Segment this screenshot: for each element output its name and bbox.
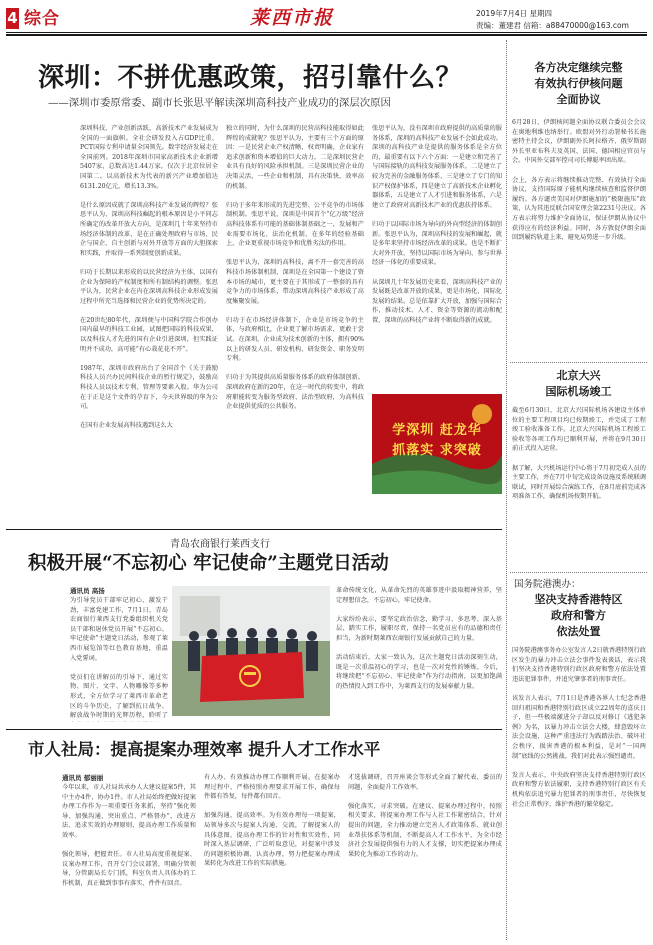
sidebar-a1-headline-1: 各方决定继续完整 bbox=[534, 61, 623, 74]
party-photo bbox=[172, 586, 330, 716]
party-column-1: 为引导党员干部牢记初心、激发干劲，丰富党建工作，7月1日，青岛农商银行莱西支行党委组织机关党员干部和退休党员开展“不忘初心、牢记使命”主题党日活动，参观了莱西市展览馆等红色教育基地，重温入党誓词。 党员们在讲解员的引导下，通过实物、图片、文字、人物雕像等多种形式，全方位学习了莱西市革命老区的斗争历史，了解到抗日战争、解放战争时期的光辉历程，聆听了 bbox=[70, 597, 168, 720]
party-column-3: 革命传统文化，从革命先烈的英雄事迹中汲取精神营养，坚定理想信念，不忘初心，牢记使命。 大家纷纷表示，要坚定政治信念，勤学习、多思考、深入基层、踏实工作，履职尽责，保持一名党员应有的品德和责任担当，为新时期莱西农商银行发展贡献自己的力量。 活动结束后，大家一致认为，这次主题党日活动深刻生动，既是一次重温初心的学习，也是一次对党性的锤炼。今后，将继续把“不忘初心、牢记使命”作为行动指南，以更加饱满的热情投入到工作中，为莱西支行的发展奉献力量。 bbox=[336, 587, 502, 690]
lead-column-1: 深圳科技、产业创新活跃，高新技术产业发展成为全国的一面旗帜。全社会研发投入占GDP比重、PCT国际专利申请量全国领先。数字经济发展走在全国前列。2018年深圳市国家高新技术企业新增5407家，总数高达1.44万家，仅次于北京位居全国第二。以高新技术为代表的新兴产业增加值达6131.20亿元，增长13.3%。 是什么原因成就了深圳高科技产业发展的辉煌？张思平认为，深圳高科技崛起的根本原因是小平同志所确定的改革开放大方向，是深圳几十年来坚持市场经济体制的改革，是在正确处理政府与市场、民企与国企、自主创新与对外开放等方面的大胆探索和实践，并取得一系列制度创新成果。 归功于长期以来形成的以民营经济为主体，以国有企业为保障的产权制度和所有制结构的调整。张思平认为，民营企业在内在深圳高科技企业形成发展过程中所充当选择和民营企业的优势所决定的。 在20世纪80年代，深圳便与中国科学院合作创办国内最早的科技工业园，试图把国际的科技成果，以及科技人才先进的国有企业引进深圳，但实践证明并不成功，高可能“有心栽花花不开”。 1987年，深圳市政府出台了全国首个《关于鼓励科技人员兴办民间科技企业的暂行规定》，鼓励高科技人员以技术专利、管理等要素入股。华为公司在于正是这个文件的孕育下，今天世界级的华为公司。 在国有企业发展高科技遇到这么大 bbox=[80, 125, 218, 430]
date-line: 2019年7月4日 星期四 bbox=[476, 9, 553, 18]
social-byline: 通讯员 郁丽丽 bbox=[62, 774, 104, 782]
sidebar-a3-headline-1: 坚决支持香港特区 bbox=[534, 593, 623, 606]
party-byline: 通讯员 高扬 bbox=[70, 587, 105, 595]
party-photo-drawing bbox=[172, 586, 330, 716]
sidebar-a3-headline-3: 依法处置 bbox=[556, 625, 601, 638]
party-bottom-rule bbox=[6, 729, 502, 730]
sidebar-a1-headline-2: 有效执行伊核问题 bbox=[534, 77, 623, 90]
masthead-rule-thick bbox=[6, 34, 647, 36]
lead-column-3: 张思平认为，没有深圳市政府提供的高质量的服务体系，深圳的高科技产业发展不会如此成功。深圳的高科技产业是提供的服务体系是全方位的，最重要有以下六个方面：一是建立和完善了与国际接轨的高科技发展服务体系，二是建立了较为完善的金融服务体系，三是建立了专门的知识产权保护体系，四是建立了高新技术企业孵化器体系，五是建立了人才引进和服务体系，六是建立了政府对高新技术产业的优惠扶持体系。 归功于以国际市场为导向的外向型经济的体制创新。张思平认为，深圳高科技的发展和崛起，就是多年来坚持市场经济改革的成果。也是不断扩大对外开放、坚持以国际市场为导向、参与世界经济一体化的重要成果。 从深圳几十年发展历史来看，深圳高科技产业的发展既是改革开放的成果，更是市场化、国际化发展的结果。总是依靠扩大开放，加强与国际合作，推动技术、人才、资金等资源的流动和配置，深圳的高科技产业将不断取得新的成就。 bbox=[372, 125, 502, 324]
lead-subheadline: ——深圳市委原常委、副市长张思平解读深圳高科技产业成功的深层次原因 bbox=[48, 97, 391, 109]
sidebar-a2-headline-1: 北京大兴 bbox=[556, 369, 601, 382]
sidebar-a2-headline-2: 国际机场竣工 bbox=[545, 385, 612, 398]
lead-bottom-rule bbox=[6, 529, 502, 530]
editors-line: 责编：董建君 信箱：a88470000@163.com bbox=[476, 21, 629, 30]
slogan-line-1: 学深圳 赶龙华 bbox=[392, 423, 482, 438]
lead-headline: 深圳：不拼优惠政策，招引靠什么？ bbox=[38, 63, 463, 93]
sidebar-rule-2 bbox=[510, 572, 647, 573]
sidebar-a3-kicker: 国务院港澳办： bbox=[514, 579, 581, 590]
social-column-3: 才选拔调研，召开座谈会等形式全面了解代表、委员的问题，全面提升工作效率。 强化落实，寻求突破。在建议、提案办理过程中，按照相关要求，将提案办理工作与人社工作紧密结合，针对提出的问题，全力推动建立完善人才政策体系、就业创业帮扶体系等机制，不断提高人才工作水平，为全市经济社会发展提供强有力的人才支撑，切实把提案办理成果转化为推动工作的动力。 bbox=[348, 774, 502, 858]
section-name: 综合 bbox=[24, 9, 60, 29]
slogan-graphic bbox=[372, 394, 502, 494]
party-kicker: 青岛农商银行莱西支行 bbox=[170, 539, 270, 550]
social-column-1: 今年以来，市人社局共承办人大建议提案5件，其中主办4件，协办1件。市人社局始终把做好提案办理工作作为一项重要任务来抓，坚持“强化领导、加强沟通、突出重点、严格督办”，改进方法、追求实效的办理原则，提高办理工作质量和效率。 强化领导，把握责任。市人社局高度重视提案、议案办理工作，召开专门会议部署，明确分管领导，分管副局长专门抓，科室负责人具体办的工作机制，真正做到事事有落实、件件有回音。 bbox=[62, 784, 196, 887]
sidebar-rule-1 bbox=[510, 362, 647, 363]
lead-column-2: 独立的同时，为什么深圳的民营高科技能取得如此辉煌的成就呢？张思平认为，主要有三个方面的原因：一是民营企业产权清晰，权责明确，企业家有追求创新和资本增值的巨大动力。二是深圳民营企业具有良好的风险承担机制。三是深圳民营企业的决策灵活，一些企业和机制，具有决策快、效率高的机制。 归功于多年来形成的先进完整、公平竞争的市场体制机制。张思平说，深圳是中国首个“亿万级”经济高科技体系有可能的基础体制基础之一，发展和产业需要市场化、法治化机制，在多年的经验基础上，企业更重视市场竞争和优胜劣汰的作用。 张思平认为，深圳的高科技，离不开一套完善的高科技市场体制机制，深圳是在全国第一个建设了资本市场的城市，更主要在于其形成了一整套的具有竞争力的市场体系，带动深圳高科技产业形成了高度集聚发展。 归功于在市场经济体制下，企业是市场竞争的主体，与政府相比，企业更了解市场需求，更敢于尝试。在深圳，企业成为技术创新的主体，拥有90%以上的研发人员、研发机构、研发资金、职务发明专利。 归功于为其提供高质量服务体系的政府体制创新。深圳政府在新的20年，在这一时代的转变中，将政府职能转变为服务型政府、法治型政府，为高科技企业提供优质的公共服务。 bbox=[226, 125, 364, 411]
sidebar-a1-headline-3: 全面协议 bbox=[556, 93, 601, 106]
sidebar-a3-headline-2: 政府和警方 bbox=[551, 609, 606, 622]
social-column-2: 有人办、有效推动办理工作顺利开展。在提案办理过程中，严格按照办理要求开展工作，确保每件都有答复，每件都有回音。 加强沟通，提高效率。为有效办理每一项提案，局领导多次与提案人沟通、交流，了解提案人的具体意图，提高办理工作的针对性和实效性，同时深入基层调研，广泛听取意见，对提案中涉及的问题积极协调、认真办理，努力把提案办理成果转化为改进工作的实际措施。 bbox=[204, 774, 340, 868]
sidebar-a2-body: 截至6月30日，北京大兴国际机场各建设主体单位的主要工程项目均已按期竣工，并完成了工程竣工验收准备工作。北京大兴国际机场工程竣工验收等各项工作均已顺利开展，并将在9月30日前正式投入运营。 据了解，大兴机场运行中心将于7月初完成人员的主要工作，并在7月中旬完成设备设施及系统联调联试，同时开展综合演练工作，在8月底前完成各项准备工作，确保机场按期开航。 bbox=[512, 407, 646, 501]
slogan-line-2: 抓落实 求突破 bbox=[392, 443, 482, 458]
sidebar-divider bbox=[506, 40, 507, 940]
sidebar-a3-body: 国务院港澳事务办公室发言人2日就香港特别行政区发生的暴力冲击立法会事件发表谈话，表示我们坚决支持香港特别行政区政府和警方依法处置违法犯罪事件，并追究肇事者的刑事责任。 该发言人表示，7月1日是香港各界人士纪念香港回归祖国和香港特别行政区成立22周年的喜庆日子，但一些极端激进分子却以反对修订《逃犯条例》为名，以暴力冲击立法会大楼，肆意毁坏立法会设施，这种严重违法行为践踏法治、破坏社会秩序，损害香港的根本利益，是对“一国两制”底线的公然挑战。我们对此表示强烈谴责。 发言人表示，中央政府坚决支持香港特别行政区政府和警方依法履职，支持香港特别行政区有关机构依法追究暴力犯罪者的刑事责任，尽快恢复社会正常秩序，维护香港的繁荣稳定。 bbox=[512, 647, 646, 808]
page-number: 4 bbox=[7, 9, 18, 27]
sidebar-a1-body: 6月28日，伊朗核问题全面协议联合委员会会议在奥地利维也纳举行。欧盟对外行动署秘书长施密特主持会议，伊朗副外长阿拉格齐、俄罗斯副外长里亚布科夫及英国、法国、德国相应官员与会。中国外交部军控司司长傅聪率团出席。 会上，各方表示将继续推动完整、有效执行全面协议，支持国际原子能机构继续核查和监督伊朗履约。各方谴责美国对伊朗施加的“极限施压”政策，认为其违反联合国安理会第2231号决议。各方表示将努力维护全面协议，保证伊朗从协议中获得应有的经济利益。同时，各方敦促伊朗全面回到履约轨道上来，避免局势进一步升级。 bbox=[512, 119, 646, 242]
party-headline: 积极开展“不忘初心 牢记使命”主题党日活动 bbox=[28, 553, 389, 574]
social-headline: 市人社局：提高提案办理效率 提升人才工作水平 bbox=[28, 740, 381, 759]
paper-name-logo: 莱西市报 bbox=[250, 7, 335, 29]
masthead-rule bbox=[6, 32, 647, 33]
